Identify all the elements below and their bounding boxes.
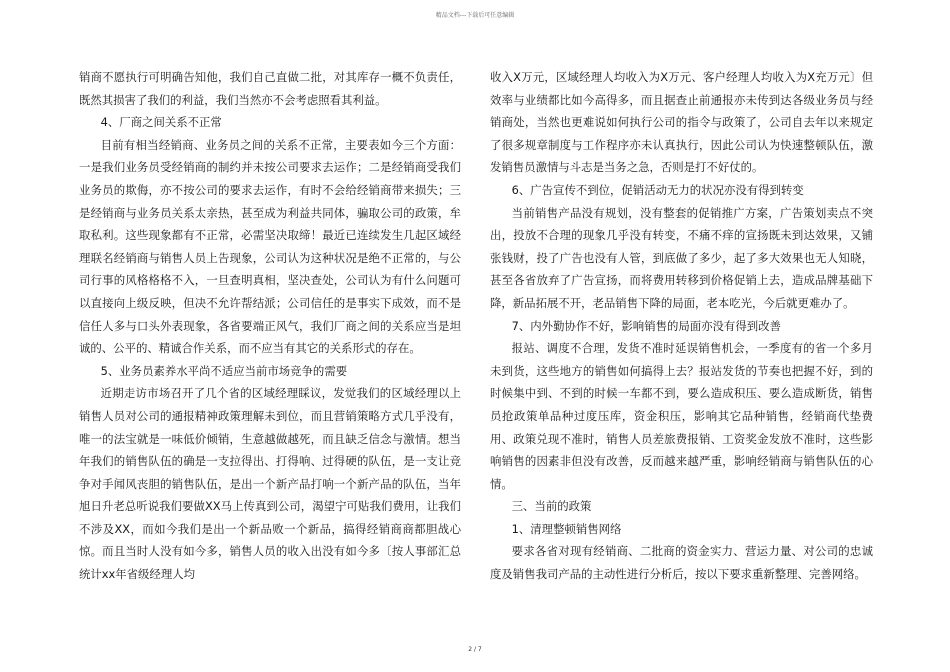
left-column (79, 66, 461, 586)
paragraph: 销商不愿执行可明确告知他，我们自己直做二批，对其库存一概不负责任，既然其损害了我们的利益，我们当然亦不会考虑照看其利益。 (79, 70, 461, 107)
section-heading: 1、清理整顿销售网络 (511, 521, 622, 536)
paragraph: 报站、调度不合理，发货不准时延误销售机会，一季度有的省一个多月未到货，这些地方的销售如何搞得上去？报站发货的节奏也把握不好，到的时候集中到、不到的时候一车都不到，要么造成积压、要么造成断货，销售员抢政策单品种过度压库，资金积压，影响其它品种销售，经销商代垫费用、政策兑现不准时，销售人员差旅费报销、工资奖金发放不准时，这些影响销售的因素非但没有改善，反而越来越严重，影响经销商与销售队伍的心情。 (490, 341, 873, 491)
section-heading: 4、厂商之间关系不正常 (100, 115, 222, 130)
section-heading: 5、业务员素养水平尚不适应当前市场竞争的需要 (100, 363, 348, 378)
section-heading: 7、内外勤协作不好，影响销售的局面亦没有得到改善 (511, 318, 781, 333)
paragraph: 目前有相当经销商、业务员之间的关系不正常，主要表如今三个方面：一是我们业务员受经销商的制约并未按公司要求去运作；二是经销商受我们业务员的欺侮，亦不按公司的要求去运作，有时不会给经销商带来损失；三是经销商与业务员关系太亲热，甚至成为利益共同体，骗取公司的政策，牟取私利。这些现象都有不正常，必需坚决取缔！最近已连续发生几起区域经理联名经销商与销售人员上告现象，公司认为这种状况是绝不正常的，与公司行事的风格格格不入，一旦查明真相，坚决查处，公司认为有什么问题可以直接向上级反映，但决不允许帮结派；公司信任的是事实下成效，而不是信任人多与口头外表现象，各省要端正风气，我们厂商之间的关系应当是坦诚的、公平的、精诚合作关系，而不应当有其它的关系形式的存在。 (79, 137, 461, 356)
paragraph: 近期走访市场召开了几个省的区域经理睬议，发觉我们的区域经理以上销售人员对公司的通报精神政策理解未到位，而且营销策略方式几乎没有，唯一的法宝就是一味低价倾销，生意越做越死，而且缺乏信念与激情。想当年我们的销售队伍的确是一支拉得出、打得响、过得硬的队伍，是一支让竞争对手闻风丧胆的销售队伍，是出一个新产品打响一个新产品的队伍，当年旭日升老总听说我们要做XX马上传真到公司，渴望宁可贴我们费用，让我们不涉及XX，而如今我们是出一个新品败一个新品，搞得经销商商都胆战心惊。而且当时人没有如今多，销售人员的收入出没有如今多〔按人事部汇总统计xx年省级经理人均 (79, 386, 461, 582)
page-header: 精品文档---下载后可任意编辑 (435, 12, 515, 19)
paragraph: 当前销售产品没有规划，没有整套的促销推广方案，广告策划卖点不突出，投放不合理的现象几乎没有转变，不痛不痒的宣扬既未到达效果，又铺张钱财，投了广告也没有人管，到底做了多少，起了多大效果也无人知晓，甚至各省放弃了广告宣扬，而将费用转移到价格促销上去，造成品牌基础下降，新品拓展不开，老品销售下降的局面，老本吃光，今后就更难办了。 (490, 205, 873, 310)
paragraph: 收入X万元，区域经理人均收入为X万元、客户经理人均收入为X充万元〕但效率与业绩都比如今高得多，而且据查止前通报亦未传到达各级业务员与经销商处，当然也更难说如何执行公司的指令与政策了，公司自去年以来规定了很多规章制度与工作程序亦未认真执行，因此公司认为快速整顿队伍，激发销售员激情与斗志是当务之急，否则是打不好仗的。 (490, 70, 873, 175)
right-column (490, 66, 873, 586)
section-heading: 6、广告宣传不到位，促销活动无力的状况亦没有得到转变 (511, 182, 804, 197)
section-heading: 三、当前的政策 (511, 499, 592, 514)
paragraph: 要求各省对现有经销商、二批商的资金实力、营运力量、对公司的忠诚度及销售我司产品的主动性进行分析后，按以下要求重新整理、完善网络。 (490, 544, 873, 582)
page-number: 2 / 7 (468, 646, 482, 653)
